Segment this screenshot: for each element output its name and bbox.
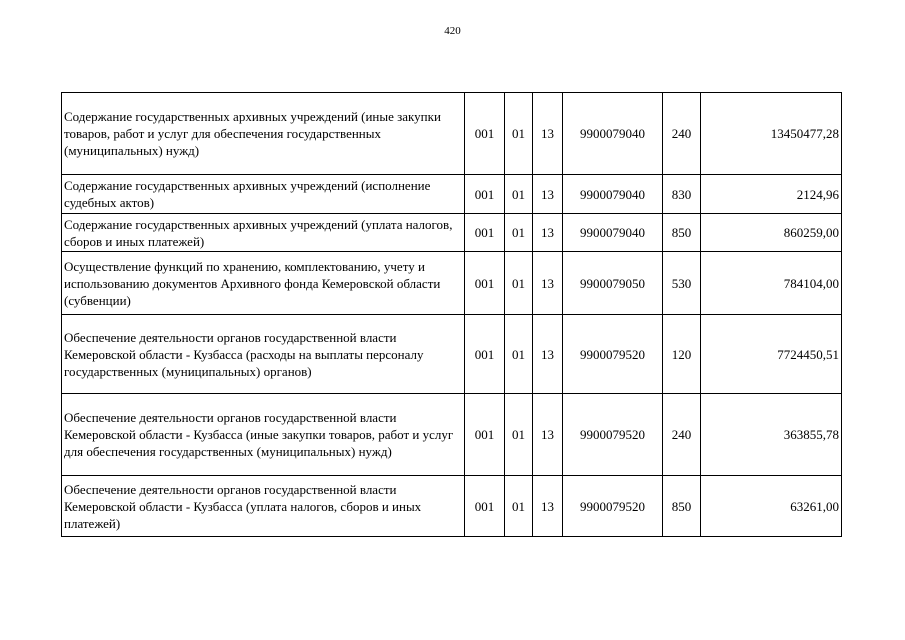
amount-value: 784104,00: [701, 252, 842, 315]
amount-value: 363855,78: [701, 394, 842, 476]
subsection-code: 13: [533, 93, 563, 175]
amount-value: 7724450,51: [701, 315, 842, 394]
section-code: 01: [505, 175, 533, 214]
target-code: 9900079520: [563, 315, 663, 394]
amount-value: 63261,00: [701, 476, 842, 537]
target-code: 9900079040: [563, 93, 663, 175]
target-code: 9900079040: [563, 175, 663, 214]
amount-value: 2124,96: [701, 175, 842, 214]
row-description: Обеспечение деятельности органов государственной власти Кемеровской области - Кузбасса (уплата налогов, сборов и иных платежей): [62, 476, 465, 537]
table-row: [62, 394, 842, 476]
expense-type-code: 850: [663, 214, 701, 252]
ministry-code: 001: [465, 93, 505, 175]
row-description: Обеспечение деятельности органов государственной власти Кемеровской области - Кузбасса (иные закупки товаров, работ и услуг для обеспечения государственных (муниципальных) нужд): [62, 394, 465, 476]
table-row: [62, 214, 842, 252]
subsection-code: 13: [533, 476, 563, 537]
expense-type-code: 850: [663, 476, 701, 537]
subsection-code: 13: [533, 252, 563, 315]
budget-table: [61, 92, 842, 537]
target-code: 9900079040: [563, 214, 663, 252]
table-row: [62, 315, 842, 394]
table-row: [62, 476, 842, 537]
ministry-code: 001: [465, 175, 505, 214]
table-row: [62, 252, 842, 315]
section-code: 01: [505, 214, 533, 252]
row-description: Содержание государственных архивных учреждений (исполнение судебных актов): [62, 175, 465, 214]
subsection-code: 13: [533, 175, 563, 214]
ministry-code: 001: [465, 315, 505, 394]
section-code: 01: [505, 252, 533, 315]
section-code: 01: [505, 394, 533, 476]
expense-type-code: 830: [663, 175, 701, 214]
subsection-code: 13: [533, 394, 563, 476]
expense-type-code: 530: [663, 252, 701, 315]
amount-value: 860259,00: [701, 214, 842, 252]
expense-type-code: 240: [663, 394, 701, 476]
ministry-code: 001: [465, 394, 505, 476]
subsection-code: 13: [533, 214, 563, 252]
table-row: [62, 175, 842, 214]
target-code: 9900079520: [563, 394, 663, 476]
target-code: 9900079520: [563, 476, 663, 537]
section-code: 01: [505, 476, 533, 537]
row-description: Содержание государственных архивных учреждений (уплата налогов, сборов и иных платежей): [62, 214, 465, 252]
page-number: 420: [444, 25, 461, 37]
ministry-code: 001: [465, 476, 505, 537]
ministry-code: 001: [465, 214, 505, 252]
row-description: Содержание государственных архивных учреждений (иные закупки товаров, работ и услуг для обеспечения государственных (муниципальных) нужд): [62, 93, 465, 175]
subsection-code: 13: [533, 315, 563, 394]
table-row: [62, 93, 842, 175]
section-code: 01: [505, 315, 533, 394]
row-description: Обеспечение деятельности органов государственной власти Кемеровской области - Кузбасса (расходы на выплаты персоналу государственных (муниципальных) органов): [62, 315, 465, 394]
section-code: 01: [505, 93, 533, 175]
expense-type-code: 240: [663, 93, 701, 175]
ministry-code: 001: [465, 252, 505, 315]
target-code: 9900079050: [563, 252, 663, 315]
expense-type-code: 120: [663, 315, 701, 394]
amount-value: 13450477,28: [701, 93, 842, 175]
row-description: Осуществление функций по хранению, комплектованию, учету и использованию документов Архивного фонда Кемеровской области (субвенции): [62, 252, 465, 315]
